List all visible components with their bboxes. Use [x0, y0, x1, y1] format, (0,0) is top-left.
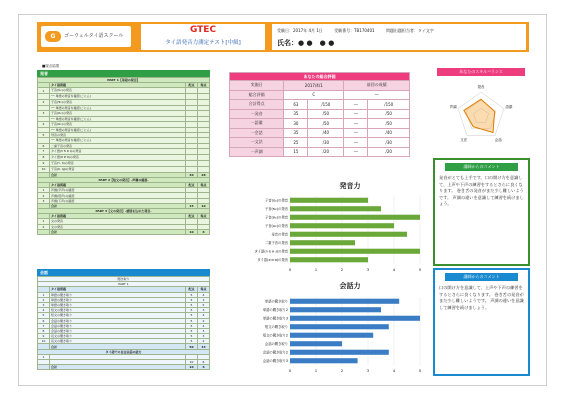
table-cell: タイ語問題: [50, 183, 186, 188]
results-cell: 一語彙: [230, 119, 284, 129]
x-tick-label: 1: [314, 268, 318, 272]
table-cell: 得点: [198, 183, 210, 188]
table-cell: 合計: [50, 365, 186, 370]
x-tick-label: 3: [366, 369, 370, 373]
table-cell: 3: [198, 297, 210, 302]
results-cell: /30: [308, 138, 344, 148]
category-label: 子音(ฉะ)の発音: [264, 223, 288, 228]
table-cell: 会話の聞き取り: [50, 318, 186, 323]
results-head-cell: 前回の成績: [344, 81, 410, 91]
title-box: [141, 24, 265, 50]
x-tick-label: 2: [340, 268, 344, 272]
results-cell: ―: [344, 90, 410, 100]
results-cell: /40: [368, 128, 410, 138]
table-cell: 単語の聞き取り: [50, 297, 186, 302]
x-tick-label: 0: [288, 369, 292, 373]
table-cell: 6: [38, 318, 50, 323]
table-cell: 声調(低声)の確認: [50, 193, 186, 198]
table-cell: 1: [38, 292, 50, 297]
table-cell: 短文の聞き取り: [50, 308, 186, 313]
table-cell: 文の発音: [50, 224, 186, 229]
bar: [290, 198, 368, 203]
table-cell: 二重子音の発音: [50, 143, 186, 148]
speaking-table: [37, 77, 210, 235]
results-cell: ―: [344, 147, 368, 157]
table-cell: 2: [198, 339, 210, 344]
bar: [290, 299, 399, 304]
results-cell: /50: [308, 119, 344, 129]
results-cell: 35: [284, 109, 308, 119]
table-cell: 聞き取り: [38, 277, 210, 282]
table-cell: PART 1: [38, 282, 210, 287]
category-label: タイ語(ก ข ค ง)の発音: [254, 249, 288, 254]
table-cell: 5: [186, 302, 198, 307]
table-cell: 10: [38, 339, 50, 344]
results-cell: ―: [344, 100, 368, 110]
bar: [290, 316, 420, 321]
bar: [290, 240, 355, 245]
analysis-label: ■採点結果: [42, 64, 60, 68]
table-cell: 5: [186, 334, 198, 339]
table-cell: 1: [38, 188, 50, 193]
table-cell: タイ語問題: [50, 83, 186, 88]
table-cell: 配点: [186, 83, 198, 88]
speaking-chart-title: 発音力: [339, 182, 361, 190]
results-cell: 一発音: [230, 109, 284, 119]
listening-chart-title: 会話力: [339, 282, 361, 290]
table-cell: 得点: [198, 83, 210, 88]
table-cell: 単語の聞き取り: [50, 302, 186, 307]
radar-axis-label: 発音: [477, 84, 485, 89]
table-cell: 子音(ปะ)の発音: [50, 88, 186, 94]
speaking-comment-title: 講師からのコメント: [445, 163, 518, 171]
listening-comment-title: 講師からのコメント: [445, 273, 518, 281]
results-table-wrap: [229, 72, 410, 157]
results-cell: /40: [308, 128, 344, 138]
table-cell: 10: [38, 166, 50, 172]
table-cell: 15: [186, 203, 198, 208]
radar-axis-label: 語彙: [505, 105, 513, 110]
bar: [290, 257, 368, 262]
results-cell: 30: [284, 119, 308, 129]
category-label: 短文の聞き取り2: [262, 333, 288, 338]
table-cell: 子音(ขะ)の発音: [50, 99, 186, 105]
table-cell: 6: [198, 360, 210, 365]
results-cell: ―: [344, 128, 368, 138]
table-cell: 合計: [50, 172, 186, 177]
results-cell: 15: [284, 147, 308, 157]
bar: [290, 333, 373, 338]
table-cell: PART 1【単語の発音】: [38, 78, 210, 83]
x-tick-label: 1: [314, 369, 318, 373]
table-cell: 会話の聞き取り: [50, 323, 186, 328]
table-cell: 1: [38, 354, 50, 359]
x-tick-label: 0: [288, 268, 292, 272]
table-cell: 4: [198, 323, 210, 328]
category-label: 子音(คะ)の発音: [264, 215, 288, 220]
exam-teacher: 問題出題担当者：タイ文字: [385, 28, 434, 33]
table-cell: 得点: [198, 287, 210, 292]
school-logo: [41, 26, 131, 47]
results-cell: 一声調: [230, 147, 284, 157]
category-label: 短文の聞き取り: [264, 324, 288, 329]
table-cell: 4: [38, 308, 50, 313]
table-cell: 5: [186, 308, 198, 313]
table-cell: 母音の発音: [50, 133, 186, 138]
table-cell: 合計: [50, 229, 186, 234]
results-row: [230, 109, 410, 119]
table-cell: 3: [38, 110, 50, 116]
bar: [290, 206, 381, 211]
category-label: 母音の発音: [271, 232, 288, 237]
category-label: 会話の聞き取り3: [262, 358, 288, 363]
table-cell: タイ語(ก ข ค ง)の発音: [50, 148, 186, 154]
category-label: タイ語(ส ศ ษ)の発音: [257, 257, 288, 262]
table-cell: [38, 229, 50, 234]
results-row: [230, 100, 410, 110]
table-cell: 7: [38, 323, 50, 328]
x-tick-label: 3: [366, 268, 370, 272]
table-cell: 50: [186, 344, 198, 349]
table-cell: 2: [38, 99, 50, 105]
table-cell: 10: [186, 365, 198, 370]
results-cell: 総合評価: [230, 90, 284, 100]
x-tick-label: 2: [340, 369, 344, 373]
listening-bar-chart: [232, 293, 428, 375]
results-row: [230, 138, 410, 148]
table-cell: 5: [38, 133, 50, 138]
table-cell: 5: [186, 339, 198, 344]
results-cell: 35: [284, 128, 308, 138]
total-row: [38, 229, 210, 234]
results-head-row: [230, 81, 410, 91]
table-cell: 5: [186, 318, 198, 323]
table-cell: 5: [186, 323, 198, 328]
x-tick-label: 5: [418, 369, 422, 373]
table-cell: [38, 365, 50, 370]
speaking-bar-chart: [232, 192, 428, 274]
results-row: [230, 90, 410, 100]
listening-comment-text: 口の開け方を意識して、上声や下声の練習をするとさらに良くなります。 巻き舌の発音がまだ少し難しいようです。 声調の違いを意識して練習を続けましょう。: [439, 285, 524, 310]
table-cell: 単語の聞き取り: [50, 292, 186, 297]
radar-axis-label: 声調: [449, 105, 457, 110]
results-cell: ―: [344, 109, 368, 119]
total-row: [38, 365, 210, 370]
speaking-section: [37, 70, 210, 235]
results-cell: /50: [308, 109, 344, 119]
table-cell: 5: [38, 313, 50, 318]
table-cell: 1: [38, 88, 50, 94]
category-label: 会話の聞き取り2: [262, 350, 288, 355]
table-cell: 5: [186, 292, 198, 297]
table-cell: 3: [38, 198, 50, 203]
table-cell: ── 単語の発音を確認(ごにん): [50, 94, 186, 99]
table-cell: 文の発音: [50, 219, 186, 224]
table-cell: 9: [38, 334, 50, 339]
table-cell: 2: [38, 224, 50, 229]
category-label: 子音(ปะ)の発音: [265, 198, 288, 203]
table-cell: 声調(平声)の確認: [50, 188, 186, 193]
table-cell: 6: [38, 143, 50, 148]
table-cell: タイ語での自由会話の能力: [38, 349, 210, 354]
table-cell: 10: [186, 229, 198, 234]
table-cell: 28: [198, 172, 210, 177]
results-title: あなたの総合評価: [230, 73, 410, 81]
table-cell: 得点: [198, 214, 210, 219]
results-cell: ―: [344, 138, 368, 148]
table-cell: 1: [38, 219, 50, 224]
speaking-comment-box: [433, 158, 530, 266]
results-cell: 一文法: [230, 138, 284, 148]
table-cell: 2: [38, 193, 50, 198]
radar-axis-label: 会話: [494, 137, 502, 142]
table-cell: 4: [198, 292, 210, 297]
category-label: 子音(ขะ)の発音: [264, 206, 288, 211]
bar: [290, 341, 342, 346]
results-cell: /20: [368, 147, 410, 157]
table-cell: 10: [186, 360, 198, 365]
radar-axis-label: 文法: [460, 137, 468, 142]
report-title: GTEC: [189, 25, 217, 35]
results-cell: /50: [368, 109, 410, 119]
table-cell: 5: [186, 297, 198, 302]
bar: [290, 324, 389, 329]
x-tick-label: 4: [392, 268, 396, 272]
results-head-cell: 2017/4/1: [284, 81, 344, 91]
results-cell: /150: [308, 100, 344, 110]
table-cell: 2: [38, 297, 50, 302]
table-cell: 6: [198, 365, 210, 370]
table-cell: 短文の聞き取り: [50, 313, 186, 318]
results-cell: 一会話: [230, 128, 284, 138]
results-table: [229, 72, 410, 157]
results-cell: /50: [368, 119, 410, 129]
results-row: [230, 128, 410, 138]
results-cell: /20: [308, 147, 344, 157]
table-cell: 5: [198, 302, 210, 307]
table-cell: タイ語問題: [50, 287, 186, 292]
bar: [290, 307, 381, 312]
table-cell: 4: [38, 121, 50, 127]
table-cell: 6: [198, 229, 210, 234]
table-cell: タイ語問題: [50, 214, 186, 219]
exam-date: 受験日：2017年 4月 1日: [277, 28, 323, 33]
bar: [290, 215, 420, 220]
table-cell: 声調(下声)の確認: [50, 198, 186, 203]
table-cell: 3: [198, 334, 210, 339]
results-cell: C: [284, 90, 344, 100]
logo-text: ゴーウェルタイ語スクール: [64, 33, 124, 39]
table-cell: 配点: [186, 183, 198, 188]
bar: [290, 358, 358, 363]
results-row: [230, 147, 410, 157]
table-cell: 子音(ฉะ)の発音: [50, 121, 186, 127]
table-cell: PART 2【短文の発音】-声調の確認-: [38, 177, 210, 182]
table-cell: 3: [198, 328, 210, 333]
category-label: 単語の聞き取り2: [262, 307, 288, 312]
x-tick-label: 5: [418, 268, 422, 272]
results-cell: /30: [368, 138, 410, 148]
table-cell: ── 単語の発音を確認(ごにん): [50, 138, 186, 143]
report-subtitle: タイ語発音力測定テスト[中級]: [165, 40, 241, 46]
table-cell: ── 単語の発音を確認(ごにん): [50, 105, 186, 110]
category-label: 単語の聞き取り: [264, 299, 288, 304]
examinee-info: [272, 24, 526, 50]
category-label: 二重子音の発音: [264, 240, 288, 245]
results-title-row: [230, 73, 410, 81]
table-cell: 合計: [50, 203, 186, 208]
table-cell: 33: [198, 344, 210, 349]
table-cell: 会話の聞き取り: [50, 328, 186, 333]
table-cell: ── 単語の発音を確認(ごにん): [50, 116, 186, 121]
table-cell: 9: [38, 160, 50, 166]
table-cell: 10: [198, 203, 210, 208]
results-cell: ―: [344, 119, 368, 129]
results-row: [230, 119, 410, 129]
table-cell: 合計: [50, 344, 186, 349]
table-cell: 子音(คะ)の発音: [50, 110, 186, 116]
speaking-bar: 発音: [37, 70, 210, 77]
bar: [290, 232, 407, 237]
table-cell: 2: [198, 318, 210, 323]
results-cell: 63: [284, 100, 308, 110]
logo-mark: G: [45, 31, 61, 42]
x-tick-label: 4: [392, 369, 396, 373]
results-cell: 合計得点: [230, 100, 284, 110]
table-cell: ── 単語の発音を確認(ごにん): [50, 127, 186, 132]
table-cell: 7: [38, 148, 50, 154]
table-cell: 長文の聞き取り: [50, 334, 186, 339]
bar: [290, 249, 420, 254]
table-cell: 3: [38, 302, 50, 307]
table-cell: 8: [38, 328, 50, 333]
speaking-comment-text: 発音がとても上手です。口の開け方を意識して、上声や下声の練習をするとさらに良くなります。 巻き舌の発音がまだ少し難しいようです。 声調の違いを意識して練習を続けましょう。: [439, 175, 524, 206]
table-cell: タイ語(ส ศ ษ)の発音: [50, 154, 186, 160]
listening-bar: 会話: [37, 269, 210, 276]
results-cell: /150: [368, 100, 410, 110]
listening-table: [37, 276, 210, 370]
table-cell: 5: [186, 328, 198, 333]
table-cell: 子音(ร, ล)の発音: [50, 160, 186, 166]
table-cell: 8: [38, 154, 50, 160]
skill-radar-chart: [437, 77, 525, 150]
category-label: 会話の聞き取り: [264, 341, 288, 346]
table-cell: PART 3【文の発音】-感情を込めた発音-: [38, 209, 210, 214]
listening-comment-box: [433, 268, 530, 376]
bar: [290, 350, 389, 355]
results-cell: 25: [284, 138, 308, 148]
table-cell: 長文の聞き取り: [50, 339, 186, 344]
bar: [290, 223, 394, 228]
table-cell: 40: [186, 172, 198, 177]
table-cell: 5: [186, 313, 198, 318]
table-cell: 配点: [186, 214, 198, 219]
table-cell: 3: [198, 308, 210, 313]
results-head-cell: 実施日: [230, 81, 284, 91]
examinee-name: 氏名：● ● ● ●: [277, 39, 335, 47]
table-cell: 配点: [186, 287, 198, 292]
table-cell: 子音(ย, ญ)の発音: [50, 166, 186, 172]
category-label: 単語の聞き取り3: [262, 316, 288, 321]
radar-value-shape: [464, 99, 495, 132]
exam-number: 受験番号：TB170401: [334, 28, 375, 33]
radar-title: あなたのスキルバランス: [437, 68, 525, 76]
table-cell: 4: [198, 313, 210, 318]
listening-section: [37, 269, 210, 370]
